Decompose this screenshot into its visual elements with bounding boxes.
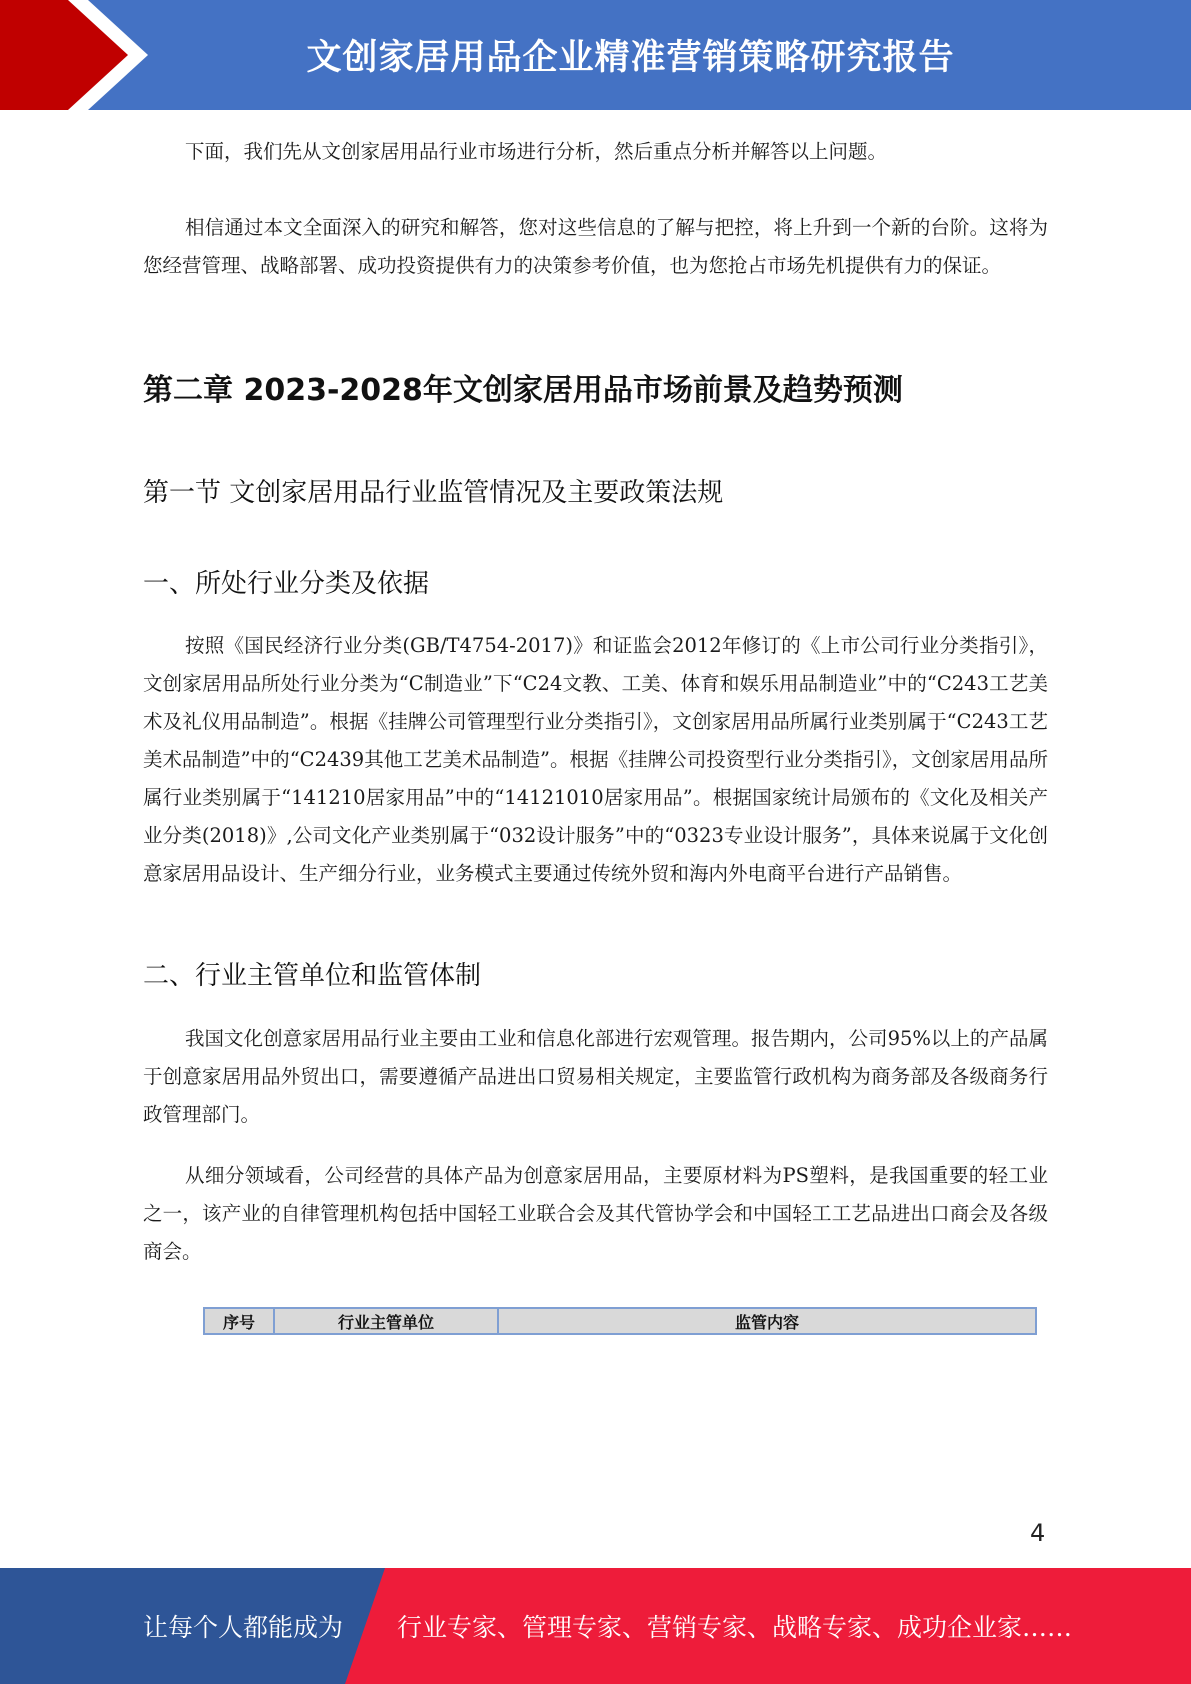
table-header-authority: 行业主管单位 (274, 1308, 498, 1334)
regulation-table (203, 1307, 1037, 1335)
table-header-index: 序号 (204, 1308, 274, 1334)
page-footer (0, 1568, 1191, 1684)
footer-slogan-right: 行业专家、管理专家、营销专家、战略专家、成功企业家…… (397, 1613, 1073, 1642)
chapter-heading: 第二章 2023-2028年文创家居用品市场前景及趋势预测 (143, 373, 903, 408)
table-header-row (204, 1308, 1036, 1334)
paragraph-regulator: 我国文化创意家居用品行业主要由工业和信息化部进行宏观管理。报告期内，公司95%以上的产品属于创意家居用品外贸出口，需要遵循产品进出口贸易相关规定，主要监管行政机构为商务部及各级商务行政管理部门。 (143, 1027, 1048, 1126)
section-heading: 第一节 文创家居用品行业监管情况及主要政策法规 (143, 478, 724, 508)
paragraph-segment: 从细分领域看，公司经营的具体产品为创意家居用品，主要原材料为PS塑料，是我国重要的轻工业之一，该产业的自律管理机构包括中国轻工业联合会及其代管协学会和中国轻工工艺品进出口商会及各级商会。 (143, 1164, 1048, 1263)
report-title: 文创家居用品企业精准营销策略研究报告 (306, 38, 955, 78)
subsection-heading-regulation: 二、行业主管单位和监管体制 (143, 961, 482, 991)
paragraph-value: 相信通过本文全面深入的研究和解答，您对这些信息的了解与把控，将上升到一个新的台阶。这将为您经营管理、战略部署、成功投资提供有力的决策参考价值，也为您抢占市场先机提供有力的保证。 (143, 216, 1048, 277)
subsection-heading-classification: 一、所处行业分类及依据 (143, 569, 430, 599)
page-header (0, 0, 1191, 110)
footer-slogan-left: 让每个人都能成为 (143, 1613, 344, 1642)
header-chevron-icon (0, 0, 160, 110)
page-number: 4 (1030, 1519, 1046, 1547)
table-header-content: 监管内容 (498, 1308, 1036, 1334)
paragraph-intro: 下面，我们先从文创家居用品行业市场进行分析，然后重点分析并解答以上问题。 (185, 140, 888, 163)
paragraph-classification: 按照《国民经济行业分类(GB/T4754-2017)》和证监会2012年修订的《上市公司行业分类指引》，文创家居用品所处行业分类为“C制造业”下“C24文教、工美、体育和娱乐用品制造业”中的“C243工艺美术及礼仪用品制造”。根据《挂牌公司管理型行业分类指引》，文创家居用品所属行业类别属于“C243工艺美术品制造”中的“C2439其他工艺美术品制造”。根据《挂牌公司投资型行业分类指引》，文创家居用品所属行业类别属于“141210居家用品”中的“14121010居家用品”。根据国家统计局颁布的《文化及相关产业分类(2018)》,公司文化产业类别属于“032设计服务”中的“0323专业设计服务”，具体来说属于文化创意家居用品设计、生产细分行业，业务模式主要通过传统外贸和海内外电商平台进行产品销售。 (143, 634, 1048, 885)
